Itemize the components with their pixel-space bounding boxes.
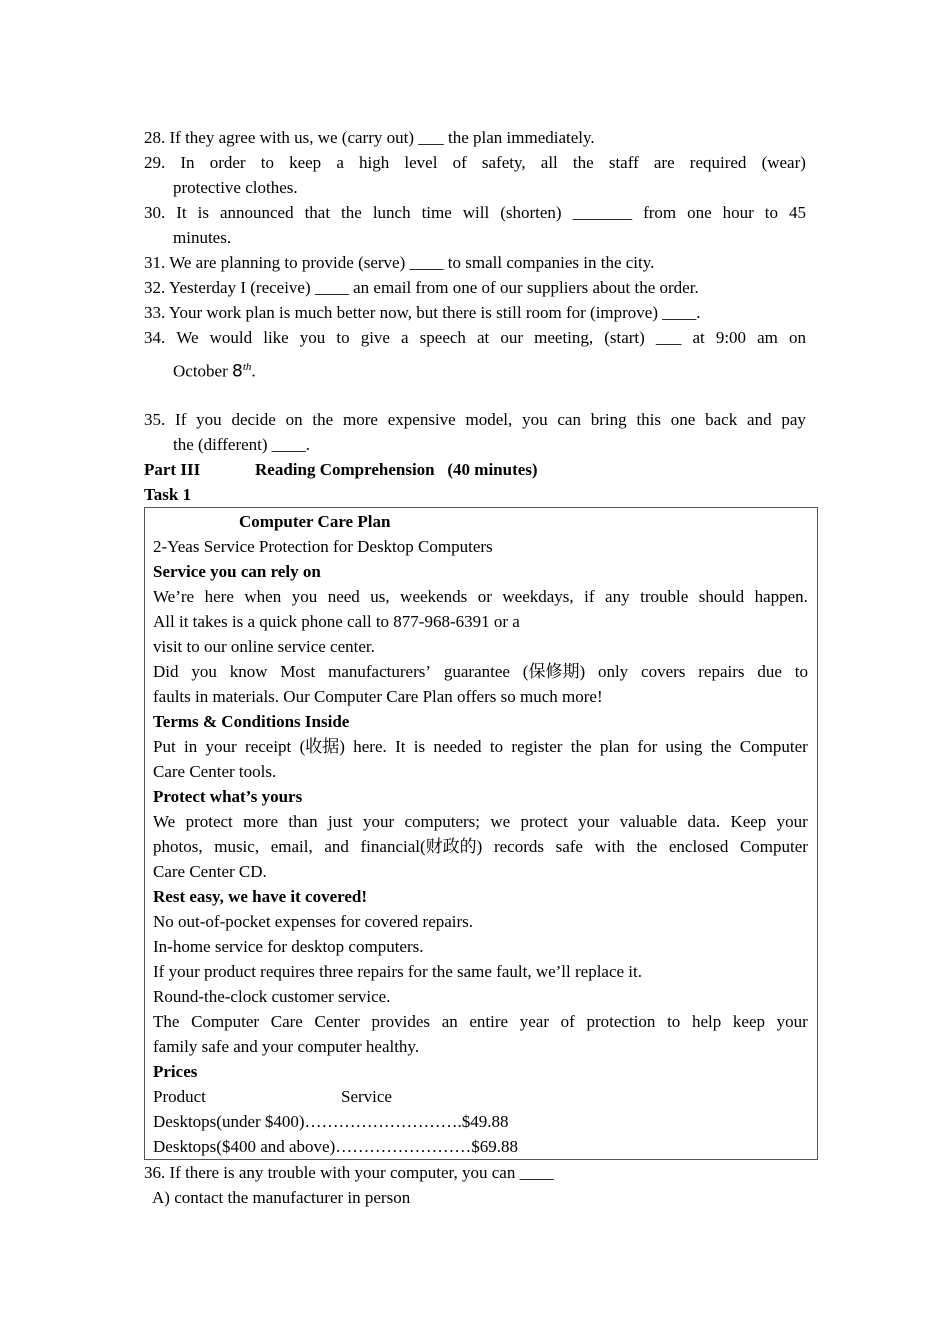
summary-paragraph-line-1 [153,1009,808,1034]
word: the [636,836,658,856]
word: to [489,736,504,756]
word: know [229,661,268,681]
part-title: Reading Comprehension (40 minutes) [255,459,538,479]
word: high [359,153,390,172]
word: back [705,409,738,429]
word: and [324,836,349,856]
word: weekends [400,586,468,606]
question-36: 36. If there is any trouble with your computer, you can ____ [144,1162,554,1182]
question-35 [144,407,806,457]
word: for [637,736,658,756]
word: level [404,153,438,172]
word: We [153,811,176,831]
word: (shorten) [500,203,562,222]
word: using [665,736,703,756]
word: repairs [698,661,745,681]
word: Computer [739,836,808,856]
word: decide [231,409,276,429]
question-34-end: . [251,361,256,381]
word: keep [289,153,322,172]
word: records [493,836,544,856]
word: of [452,153,467,172]
word: Keep [730,811,767,831]
word: It [176,203,187,222]
question-34 [144,325,806,389]
question-29-line [144,150,806,175]
word: (start) [604,328,645,347]
word: an [441,1011,458,1031]
word: safety, [481,153,526,172]
price-column-product: Product [153,1086,206,1106]
word: The [153,1011,180,1031]
word: help [691,1011,722,1031]
section-heading-service: Service you can rely on [153,561,321,581]
question-32: 32. Yesterday I (receive) ____ an email from one of our suppliers about the order. [144,278,699,297]
word: 30. [144,203,166,222]
passage-subtitle: 2-Yeas Service Protection for Desktop Computers [153,536,493,556]
word: In [180,153,195,172]
word: photos, [153,836,203,856]
word: are [653,153,675,172]
word: hour [722,203,754,222]
word: 35. [144,409,166,429]
benefit-item: Round-the-clock customer service. [153,986,391,1006]
word: expensive [387,409,456,429]
word: only [597,661,629,681]
word: time [421,203,452,222]
word: is [197,203,209,222]
word: give [360,328,390,347]
word: if [584,586,595,606]
word: announced [219,203,294,222]
word: that [304,203,331,222]
word: 9:00 [715,328,747,347]
word: manufacturers’ [328,661,432,681]
service-paragraph-line-2: All it takes is a quick phone call to 877-968-6391 or a [153,611,520,631]
word: this [636,409,661,429]
word: staff [608,153,639,172]
word: We [176,328,199,347]
protect-paragraph-line-2 [153,834,808,859]
word: just [328,811,353,831]
question-28: 28. If they agree with us, we (carry out) ___ the plan immediately. [144,128,595,147]
word: email, [270,836,313,856]
guarantee-paragraph-line-1 [153,659,808,684]
word: keep [732,1011,765,1031]
word: Computer [739,736,808,756]
word: the [312,409,334,429]
word: Care [270,1011,303,1031]
word: you [291,586,318,606]
word: enclosed [668,836,729,856]
spacer [144,389,806,407]
word: is [413,736,426,756]
terms-paragraph-line-1 [153,734,808,759]
terms-paragraph-line-2: Care Center tools. [153,761,277,781]
word: more [343,409,378,429]
word: speech [419,328,466,347]
word: weekdays, [502,586,574,606]
passage-title: Computer Care Plan [239,511,391,531]
word: your [205,736,237,756]
word: the [341,203,362,222]
word: when [244,586,282,606]
word: receipt [245,736,292,756]
word: Center [314,1011,360,1031]
word: provides [371,1011,431,1031]
word: computers; [404,811,480,831]
word: us, [370,586,390,606]
word: bring [590,409,627,429]
word: your [776,1011,808,1031]
guarantee-paragraph-line-2: faults in materials. Our Computer Care Plan offers so much more! [153,686,603,706]
word: 45 [789,203,806,222]
word: _______ [572,203,633,222]
question-34-day: 8 [232,361,243,382]
protect-paragraph-line-1 [153,809,808,834]
question-29 [144,150,806,200]
word: protect [185,811,233,831]
summary-paragraph-line-2: family safe and your computer healthy. [153,1036,420,1056]
word: meeting, [534,328,594,347]
word: the [570,736,592,756]
question-34-line [144,325,806,350]
question-30 [144,200,806,250]
word: in [184,736,198,756]
word: one [670,409,696,429]
word: music, [214,836,260,856]
word: from [643,203,677,222]
word: due [757,661,782,681]
word: required [689,153,747,172]
question-35-continuation: the (different) ____. [173,434,311,454]
word: here [204,586,234,606]
price-table-header [153,1084,808,1109]
word: ___ [655,328,682,347]
section-heading-protect: Protect what’s yours [153,786,303,806]
word: year [519,1011,550,1031]
word: than [288,811,318,831]
word: Most [280,661,316,681]
word: and [747,409,772,429]
word: valuable [619,811,678,831]
word: We’re [153,586,195,606]
word: your [362,811,395,831]
word: your [578,811,610,831]
word: at [692,328,705,347]
word: should [698,586,745,606]
word: like [263,328,289,347]
section-heading-rest-easy: Rest easy, we have it covered! [153,886,368,906]
word: register [511,736,563,756]
price-row: Desktops(under $400)……………………….$49.88 [153,1111,509,1131]
benefit-item: In-home service for desktop computers. [153,936,424,956]
word: you [196,409,222,429]
word: Put [153,736,176,756]
word: of [560,1011,575,1031]
benefit-item: If your product requires three repairs for the same fault, we’ll replace it. [153,961,643,981]
word: trouble [640,586,689,606]
word: data. [687,811,721,831]
word: the [710,736,732,756]
document-page [144,125,806,1210]
question-35-line [144,407,806,432]
question-31: 31. We are planning to provide (serve) ____ to small companies in the city. [144,253,655,272]
word: (收据) [299,736,345,756]
word: It [395,736,406,756]
question-34-continuation [144,350,806,389]
word: protection [586,1011,656,1031]
word: Did [153,661,179,681]
word: lunch [372,203,411,222]
service-paragraph-line-3: visit to our online service center. [153,636,375,656]
word: 34. [144,328,166,347]
section-heading-terms: Terms & Conditions Inside [153,711,350,731]
price-row: Desktops($400 and above)……………………$69.88 [153,1136,518,1156]
word: on [285,409,303,429]
word: (wear) [761,153,806,172]
word: covers [641,661,686,681]
part-label: Part III [144,459,201,479]
word: or [477,586,492,606]
question-34-month: October [173,361,233,381]
word: Computer [191,1011,260,1031]
word: a [401,328,409,347]
word: entire [469,1011,509,1031]
word: to [794,661,808,681]
word: If [175,409,187,429]
word: on [789,328,806,347]
question-34-suffix: th [242,361,252,373]
word: the [572,153,594,172]
word: protect [520,811,568,831]
question-36-option-a: A) contact the manufacturer in person [152,1187,411,1207]
benefit-item: No out-of-pocket expenses for covered repairs. [153,911,474,931]
word: our [500,328,524,347]
word: to [260,153,274,172]
word: order [209,153,246,172]
reading-passage-box [144,507,818,1160]
word: financial(财政的) [360,836,483,856]
task-label: Task 1 [144,484,192,504]
word: you [299,328,326,347]
word: to [764,203,779,222]
word: (保修期) [522,661,586,681]
word: one [687,203,712,222]
word: to [336,328,350,347]
word: at [477,328,490,347]
word: pay [781,409,806,429]
word: a [336,153,344,172]
word: more [243,811,279,831]
word: model, [465,409,513,429]
word: we [490,811,511,831]
word: happen. [754,586,808,606]
word: guarantee [443,661,510,681]
word: your [776,811,808,831]
word: you [522,409,548,429]
word: needed [433,736,482,756]
section-heading-prices: Prices [153,1061,198,1081]
word: here. [353,736,387,756]
word: will [462,203,490,222]
question-30-line [144,200,806,225]
word: plan [599,736,630,756]
word: need [327,586,360,606]
word: to [667,1011,681,1031]
service-paragraph-line-1 [153,584,808,609]
part-heading [144,457,806,482]
price-column-service: Service [341,1086,392,1106]
question-30-continuation: minutes. [173,228,232,247]
word: 29. [144,153,166,172]
word: am [757,328,778,347]
protect-paragraph-line-3: Care Center CD. [153,861,267,881]
question-29-continuation: protective clothes. [173,178,298,197]
word: any [605,586,630,606]
word: all [540,153,558,172]
word: safe [555,836,583,856]
word: you [191,661,217,681]
question-33: 33. Your work plan is much better now, but there is still room for (improve) ____. [144,303,701,322]
word: can [557,409,581,429]
word: would [209,328,253,347]
word: with [594,836,625,856]
